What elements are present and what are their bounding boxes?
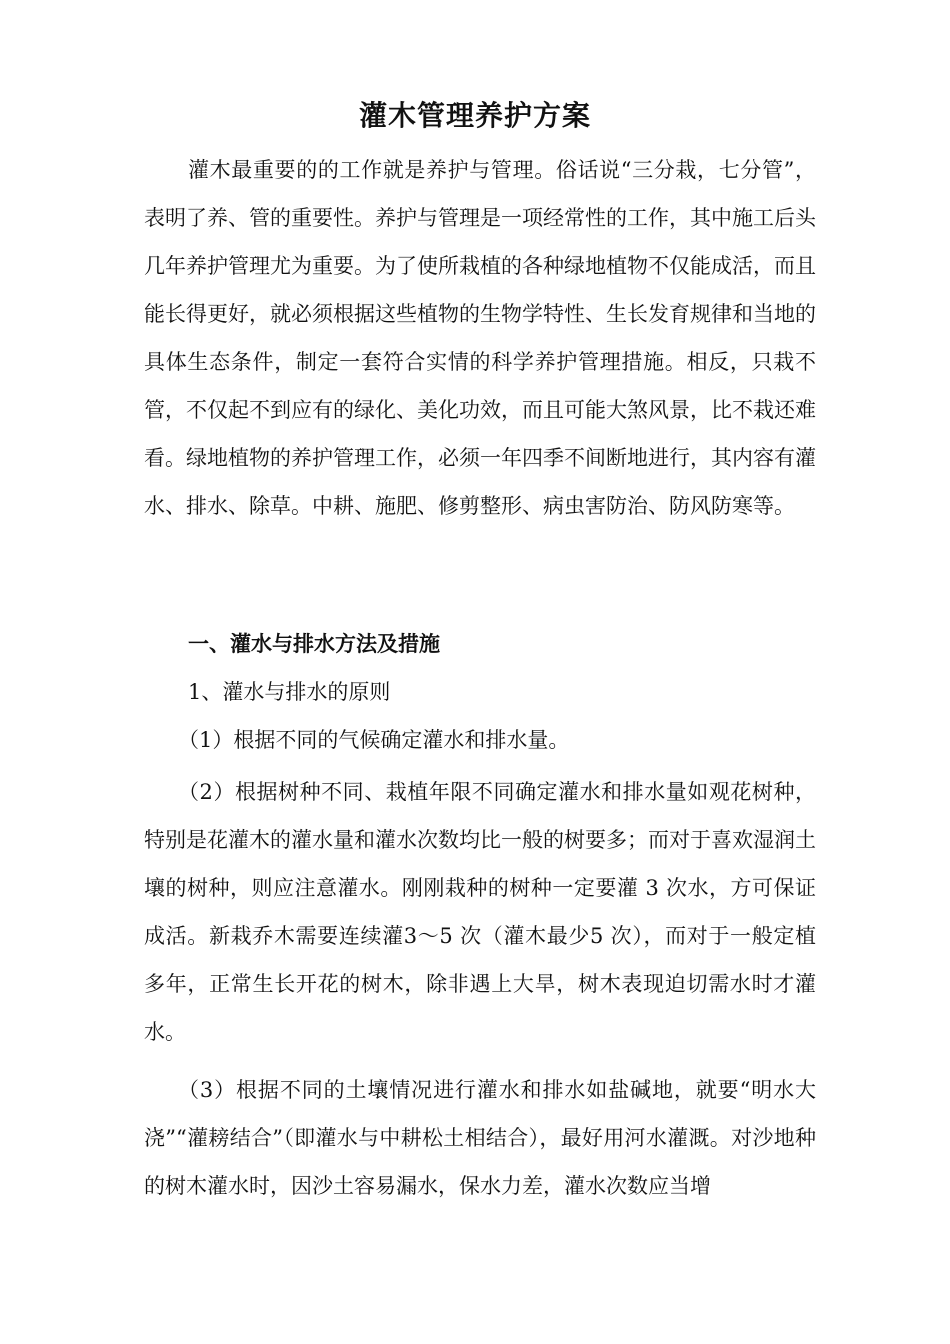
list-item-2: （2）根据树种不同、栽植年限不同确定灌水和排水量如观花树种，特别是花灌木的灌水量和灌水次数均比一般的树要多；而对于喜欢湿润土壤的树种，则应注意灌水。刚刚栽种的树种一定要灌 3 次水，方可保证成活。新栽乔木需要连续灌3～5 次（灌木最少5 次），而对于一般定植多年，正常生长开花的树木，除非遇上大旱，树木表现迫切需水时才灌水。 — [144, 780, 816, 1044]
list-item-3: （3）根据不同的土壤情况进行灌水和排水如盐碱地，就要“明水大浇”“灌耪结合”（即灌水与中耕松土相结合），最好用河水灌溉。对沙地种的树木灌水时，因沙土容易漏水，保水力差，灌水次数应当增 — [144, 1078, 816, 1198]
document-title: 灌木管理养护方案 — [358, 99, 591, 132]
section-heading: 一、灌水与排水方法及措施 — [188, 631, 440, 656]
subsection-heading: 1、灌水与排水的原则 — [188, 680, 391, 704]
intro-paragraph: 灌木最重要的的工作就是养护与管理。俗话说“三分栽，七分管”，表明了养、管的重要性。养护与管理是一项经常性的工作，其中施工后头几年养护管理尤为重要。为了使所栽植的各种绿地植物不仅能成活，而且能长得更好，就必须根据这些植物的生物学特性、生长发育规律和当地的具体生态条件，制定一套符合实情的科学养护管理措施。相反，只栽不管，不仅起不到应有的绿化、美化功效，而且可能大煞风景，比不栽还难看。绿地植物的养护管理工作，必须一年四季不间断地进行，其内容有灌水、排水、除草。中耕、施肥、修剪整形、病虫害防治、防风防寒等。 — [144, 158, 816, 518]
list-item-1: （1）根据不同的气候确定灌水和排水量。 — [178, 728, 570, 752]
